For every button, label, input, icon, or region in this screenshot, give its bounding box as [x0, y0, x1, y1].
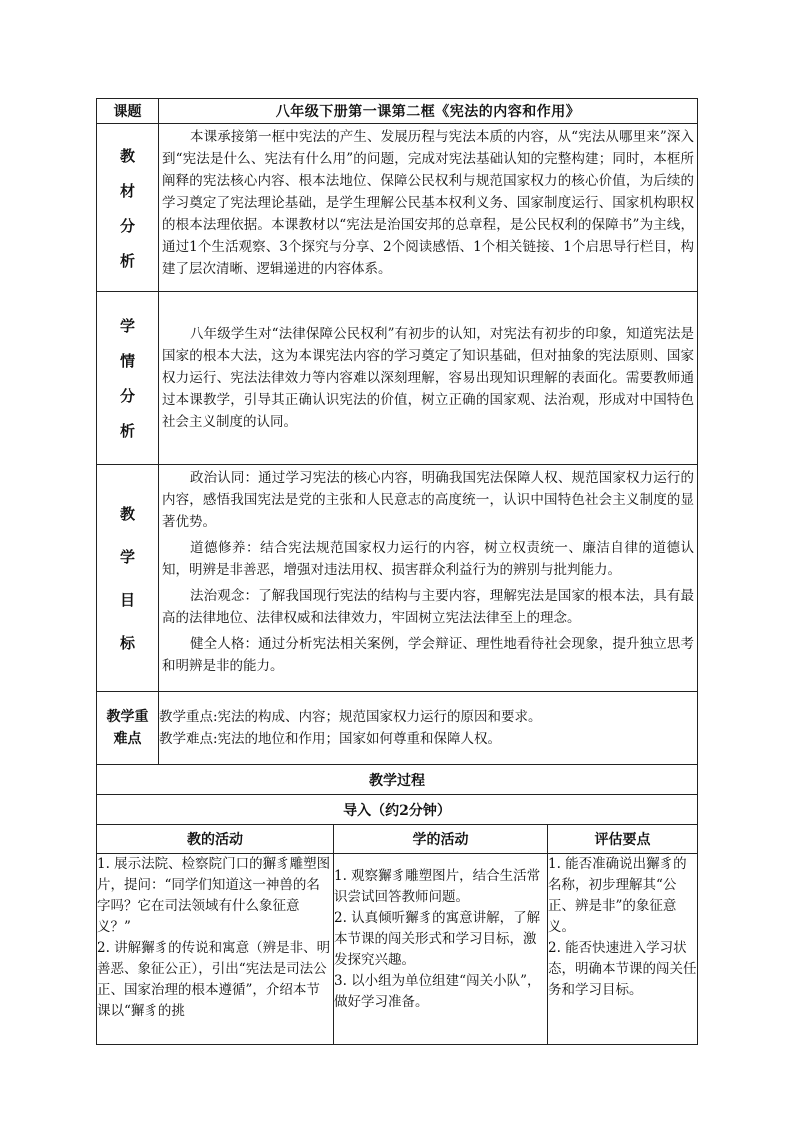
teaching-goals-content — [159, 465, 698, 692]
student-analysis-row — [97, 292, 698, 465]
title-row — [97, 99, 698, 124]
column-header-evaluation: 评估要点 — [548, 825, 698, 854]
teaching-goals-label — [97, 465, 159, 692]
label-char: 材 — [119, 181, 135, 200]
evaluation-cell — [548, 854, 698, 1045]
label-char: 析 — [119, 422, 135, 440]
label-char: 教 — [119, 505, 135, 523]
label-char: 分 — [119, 216, 135, 235]
label-char: 标 — [119, 634, 135, 652]
textbook-analysis-content — [159, 124, 698, 292]
activity-header-row — [97, 825, 698, 854]
key-points-label: 教学重难点 — [97, 692, 159, 765]
teaching-difficulty: 教学难点:宪法的地位和作用；国家如何尊重和保障人权。 — [159, 731, 502, 747]
textbook-analysis-text: 本课承接第一框中宪法的产生、发展历程与宪法本质的内容，从“宪法从哪里来”深入到“宪法是什么、宪法有什么用”的问题，完成对宪法基础认知的完整构建；同时，本框所阐释的宪法核心内容、根本法地位、保障公民权利与规范国家权力的核心价值，为后续的学习奠定了宪法理论基础，是学生理解公民基本权利义务、国家制度运行、国家机构职权的根本法理依据。本课教材以“宪法是治国安邦的总章程，是公民权利的保障书”为主线，通过1个生活观察、3个探究与分享、2个阅读感悟、1个相关链接、1个启思导行栏目，构建了层次清晰、逻辑递进的内容体系。 — [162, 129, 694, 277]
process-heading: 教学过程 — [97, 765, 698, 795]
label-char: 教 — [119, 146, 135, 165]
intro-heading: 导入（约2分钟） — [97, 795, 698, 825]
goal-sound-personality: 健全人格：通过分析宪法相关案例，学会辩证、理性地看待社会现象，提升独立思考和明辨是非的能力。 — [162, 636, 694, 674]
label-char: 目 — [119, 591, 135, 609]
label-char: 情 — [119, 352, 135, 370]
intro-heading-row — [97, 795, 698, 825]
student-analysis-text: 八年级学生对“法律保障公民权利”有初步的认知，对宪法有初步的印象，知道宪法是国家的根本大法，这为本课宪法内容的学习奠定了知识基础，但对抽象的宪法原则、国家权力运行、宪法法律效力等内容难以深刻理解，容易出现知识理解的表面化。需要教师通过本课教学，引导其正确认识宪法的价值，树立正确的国家观、法治观，形成对中国特色社会主义制度的认同。 — [162, 326, 694, 430]
goal-political-identity: 政治认同：通过学习宪法的核心内容，明确我国宪法保障人权、规范国家权力运行的内容，感悟我国宪法是党的主张和人民意志的高度统一，认识中国特色社会主义制度的显著优势。 — [162, 470, 694, 530]
teaching-focus: 教学重点:宪法的构成、内容；规范国家权力运行的原因和要求。 — [159, 709, 542, 725]
goal-moral-cultivation: 道德修养：结合宪法规范国家权力运行的内容，树立权责统一、廉洁自律的道德认知，明辨是非善恶，增强对违法用权、损害群众利益行为的辨别与批判能力。 — [162, 540, 694, 578]
key-points-content — [159, 692, 698, 765]
label-char: 学 — [119, 317, 135, 335]
student-analysis-content — [159, 292, 698, 465]
lesson-plan-document — [96, 98, 697, 1045]
label-char: 学 — [119, 548, 135, 566]
student-activity-item: 1. 观察獬豸雕塑图片，结合生活常识尝试回答教师问题。 — [334, 868, 541, 905]
lesson-plan-table — [96, 98, 698, 1045]
teaching-goals-row — [97, 465, 698, 692]
teacher-activity-item: 2. 讲解獬豸的传说和寓意（辨是非、明善恶、象征公正），引出“宪法是司法公正、国家治理的根本遵循”，介绍本节课以“獬豸的挑 — [97, 940, 331, 1019]
student-analysis-label — [97, 292, 159, 465]
process-heading-row — [97, 765, 698, 795]
title-label: 课题 — [97, 99, 159, 124]
key-points-row — [97, 692, 698, 765]
student-activity-item: 2. 认真倾听獬豸的寓意讲解，了解本节课的闯关形式和学习目标，激发探究兴趣。 — [334, 910, 541, 968]
column-header-student: 学的活动 — [334, 825, 548, 854]
column-header-teacher: 教的活动 — [97, 825, 334, 854]
teacher-activity-item: 1. 展示法院、检察院门口的獬豸雕塑图片，提问：“同学们知道这一神兽的名字吗？它在司法领域有什么象征意义？” — [97, 856, 331, 935]
evaluation-item: 1. 能否准确说出獬豸的名称，初步理解其“公正、辨是非”的象征意义。 — [548, 856, 687, 935]
lesson-title: 八年级下册第一课第二框《宪法的内容和作用》 — [159, 99, 698, 124]
evaluation-item: 2. 能否快速进入学习状态，明确本节课的闯关任务和学习目标。 — [548, 940, 697, 998]
student-activity-cell — [334, 854, 548, 1045]
textbook-analysis-row — [97, 124, 698, 292]
label-char: 分 — [119, 387, 135, 405]
textbook-analysis-label — [97, 124, 159, 292]
student-activity-item: 3. 以小组为单位组建“闯关小队”，做好学习准备。 — [334, 973, 541, 1010]
teacher-activity-cell — [97, 854, 334, 1045]
activity-content-row — [97, 854, 698, 1045]
label-char: 析 — [119, 251, 135, 270]
goal-rule-of-law: 法治观念：了解我国现行宪法的结构与主要内容，理解宪法是国家的根本法，具有最高的法律地位、法律权威和法律效力，牢固树立宪法法律至上的理念。 — [162, 588, 694, 626]
